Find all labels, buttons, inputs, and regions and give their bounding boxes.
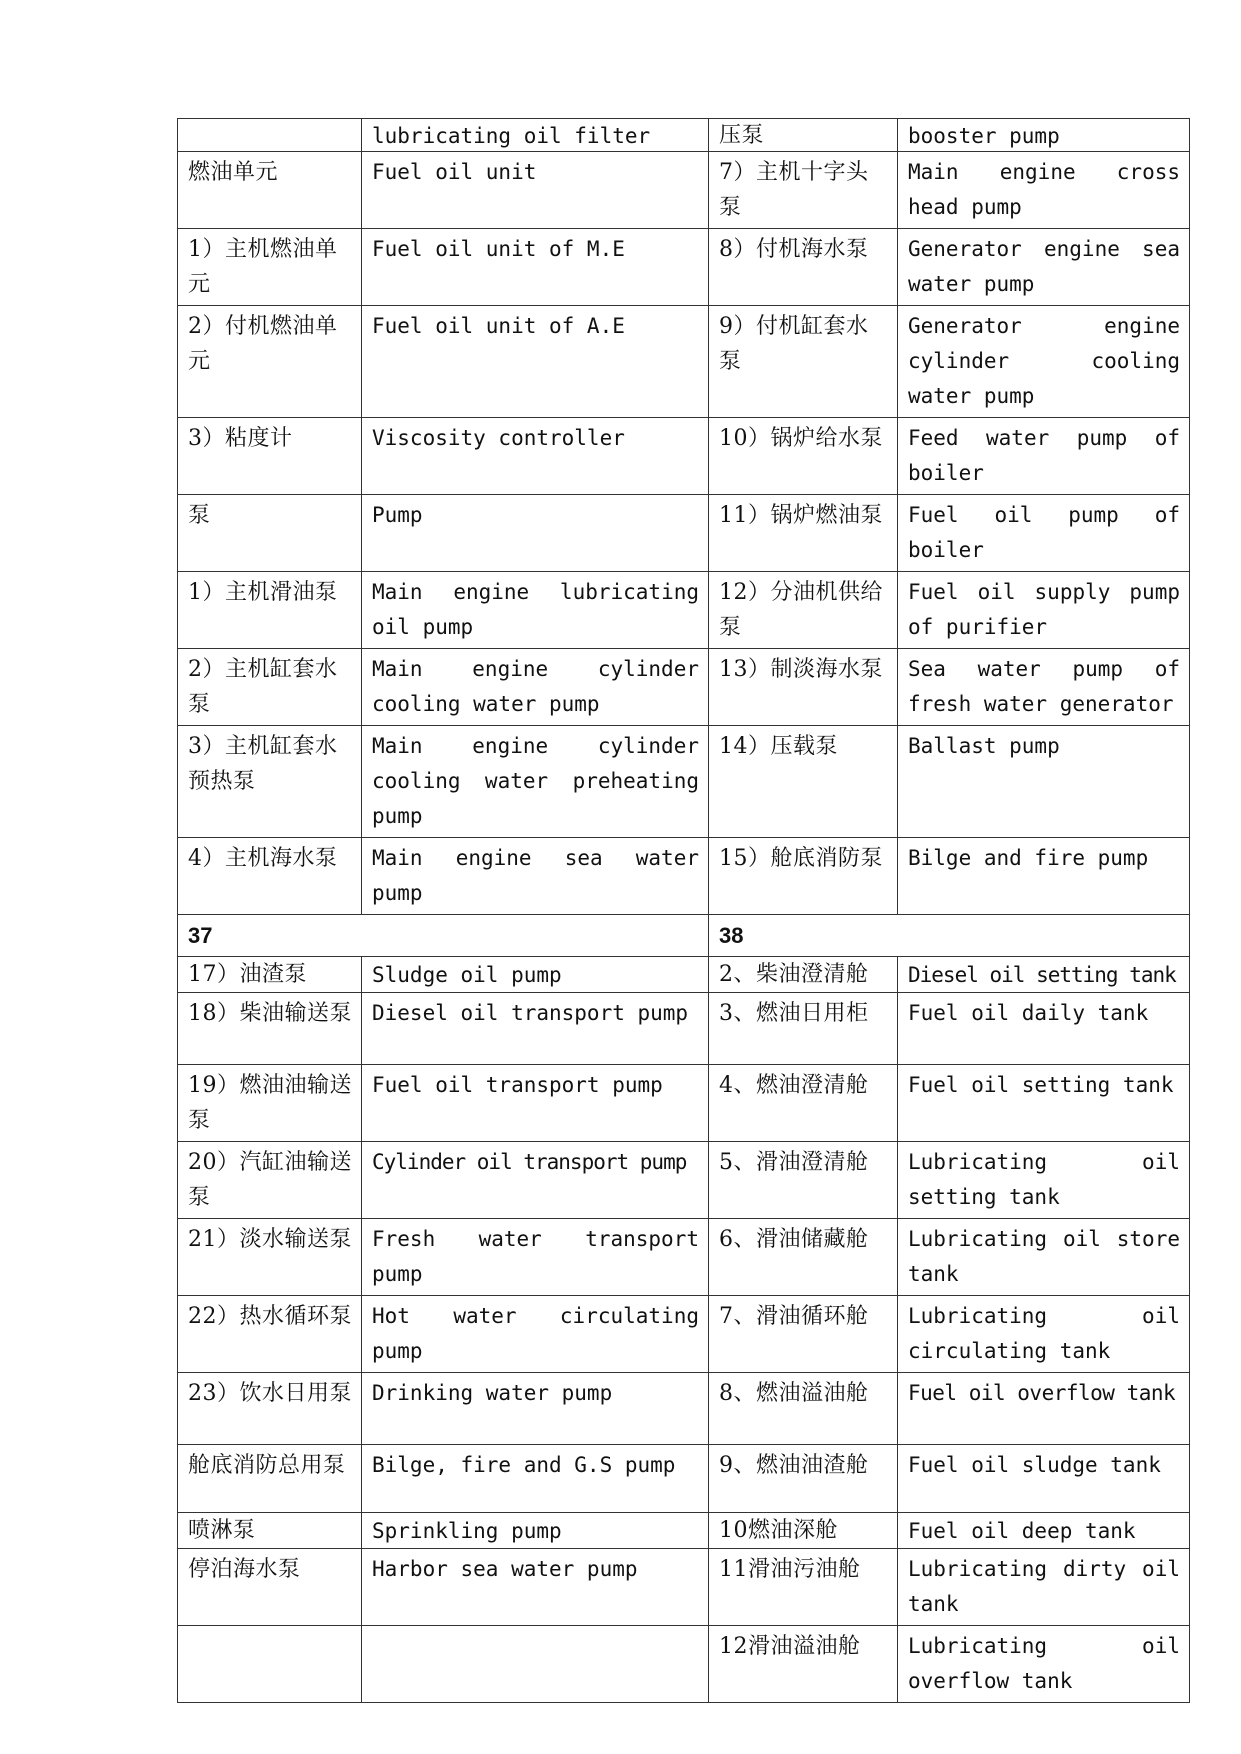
term-chinese: [178, 1626, 362, 1703]
term-english: Main engine cylinder cooling water preheating pump: [362, 726, 709, 838]
term-chinese: 3）主机缸套水预热泵: [178, 726, 362, 838]
term-english: Sludge oil pump: [362, 957, 709, 993]
term-english: Feed water pump of boiler: [898, 418, 1190, 495]
table-row: [178, 1445, 1190, 1513]
term-chinese: 21）淡水输送泵: [178, 1219, 362, 1296]
page-number-row: [178, 915, 1190, 957]
term-english: Fuel oil sludge tank: [898, 1445, 1190, 1513]
term-chinese: 9、燃油油渣舱: [709, 1445, 898, 1513]
table-row: [178, 1549, 1190, 1626]
table-row: [178, 838, 1190, 915]
term-chinese: 8、燃油溢油舱: [709, 1373, 898, 1445]
glossary-table: [177, 118, 1190, 1703]
glossary-bottom-section: [178, 957, 1190, 1703]
term-english: Pump: [362, 495, 709, 572]
term-english: Harbor sea water pump: [362, 1549, 709, 1626]
term-english: Bilge, fire and G.S pump: [362, 1445, 709, 1513]
table-row: [178, 495, 1190, 572]
term-chinese: 1）主机滑油泵: [178, 572, 362, 649]
term-english: Fuel oil overflow tank: [898, 1373, 1190, 1445]
term-english: Diesel oil transport pump: [362, 993, 709, 1065]
term-english: Sprinkling pump: [362, 1513, 709, 1549]
term-english: Fuel oil unit of M.E: [362, 229, 709, 306]
term-chinese: 12滑油溢油舱: [709, 1626, 898, 1703]
term-english: Fuel oil unit of A.E: [362, 306, 709, 418]
term-chinese: 泵: [178, 495, 362, 572]
term-english: Main engine sea water pump: [362, 838, 709, 915]
table-row: [178, 957, 1190, 993]
term-chinese: 15）舱底消防泵: [709, 838, 898, 915]
page-number-left: 37: [178, 915, 709, 957]
term-english: Fuel oil transport pump: [362, 1065, 709, 1142]
term-chinese: 8）付机海水泵: [709, 229, 898, 306]
term-english: Bilge and fire pump: [898, 838, 1190, 915]
term-chinese: 舱底消防总用泵: [178, 1445, 362, 1513]
table-row: [178, 418, 1190, 495]
term-english: Generator engine cylinder cooling water pump: [898, 306, 1190, 418]
term-english: Lubricating oil circulating tank: [898, 1296, 1190, 1373]
term-english: Lubricating oil overflow tank: [898, 1626, 1190, 1703]
term-english: Fuel oil deep tank: [898, 1513, 1190, 1549]
term-chinese: 10燃油深舱: [709, 1513, 898, 1549]
term-chinese: 10）锅炉给水泵: [709, 418, 898, 495]
table-row: [178, 152, 1190, 229]
term-chinese: 11）锅炉燃油泵: [709, 495, 898, 572]
term-english: booster pump: [898, 119, 1190, 152]
table-row: [178, 572, 1190, 649]
term-english: Lubricating oil store tank: [898, 1219, 1190, 1296]
term-chinese: 19）燃油油输送泵: [178, 1065, 362, 1142]
table-row: [178, 649, 1190, 726]
term-chinese: 7）主机十字头泵: [709, 152, 898, 229]
term-chinese: 13）制淡海水泵: [709, 649, 898, 726]
term-chinese: 3）粘度计: [178, 418, 362, 495]
term-chinese: 7、滑油循环舱: [709, 1296, 898, 1373]
table-row: [178, 1626, 1190, 1703]
term-english: Generator engine sea water pump: [898, 229, 1190, 306]
term-chinese: 22）热水循环泵: [178, 1296, 362, 1373]
term-english: Fuel oil unit: [362, 152, 709, 229]
term-chinese: 4）主机海水泵: [178, 838, 362, 915]
term-chinese: 11滑油污油舱: [709, 1549, 898, 1626]
term-chinese: 9）付机缸套水泵: [709, 306, 898, 418]
term-english: lubricating oil filter: [362, 119, 709, 152]
term-english: [362, 1626, 709, 1703]
table-row: [178, 119, 1190, 152]
term-english: Fuel oil supply pump of purifier: [898, 572, 1190, 649]
table-row: [178, 1373, 1190, 1445]
term-english: Fuel oil daily tank: [898, 993, 1190, 1065]
term-english: Fuel oil pump of boiler: [898, 495, 1190, 572]
term-chinese: 14）压载泵: [709, 726, 898, 838]
term-chinese: 2）付机燃油单元: [178, 306, 362, 418]
table-row: [178, 726, 1190, 838]
page-number-right: 38: [709, 915, 1190, 957]
term-chinese: 2、柴油澄清舱: [709, 957, 898, 993]
term-english: Main engine cross head pump: [898, 152, 1190, 229]
term-chinese: 停泊海水泵: [178, 1549, 362, 1626]
term-chinese: 喷淋泵: [178, 1513, 362, 1549]
table-row: [178, 993, 1190, 1065]
term-chinese: 18）柴油输送泵: [178, 993, 362, 1065]
term-chinese: 12）分油机供给泵: [709, 572, 898, 649]
term-chinese: 20）汽缸油输送泵: [178, 1142, 362, 1219]
term-english: Hot water circulating pump: [362, 1296, 709, 1373]
glossary-top-section: [178, 119, 1190, 957]
term-english: Cylinder oil transport pump: [362, 1142, 709, 1219]
term-chinese: 3、燃油日用柜: [709, 993, 898, 1065]
term-chinese: 23）饮水日用泵: [178, 1373, 362, 1445]
term-english: Drinking water pump: [362, 1373, 709, 1445]
table-row: [178, 1219, 1190, 1296]
term-english: Diesel oil setting tank: [898, 957, 1190, 993]
term-chinese: 4、燃油澄清舱: [709, 1065, 898, 1142]
term-english: Fresh water transport pump: [362, 1219, 709, 1296]
table-row: [178, 229, 1190, 306]
term-english: Fuel oil setting tank: [898, 1065, 1190, 1142]
term-chinese: 17）油渣泵: [178, 957, 362, 993]
table-row: [178, 1065, 1190, 1142]
table-row: [178, 306, 1190, 418]
term-chinese: 2）主机缸套水泵: [178, 649, 362, 726]
term-chinese: 燃油单元: [178, 152, 362, 229]
term-english: Sea water pump of fresh water generator: [898, 649, 1190, 726]
term-chinese: [178, 119, 362, 152]
term-english: Viscosity controller: [362, 418, 709, 495]
term-chinese: 压泵: [709, 119, 898, 152]
term-english: Lubricating oil setting tank: [898, 1142, 1190, 1219]
table-row: [178, 1513, 1190, 1549]
table-row: [178, 1296, 1190, 1373]
table-row: [178, 1142, 1190, 1219]
term-chinese: 6、滑油储藏舱: [709, 1219, 898, 1296]
term-chinese: 5、滑油澄清舱: [709, 1142, 898, 1219]
term-chinese: 1）主机燃油单元: [178, 229, 362, 306]
term-english: Main engine lubricating oil pump: [362, 572, 709, 649]
term-english: Lubricating dirty oil tank: [898, 1549, 1190, 1626]
term-english: Main engine cylinder cooling water pump: [362, 649, 709, 726]
term-english: Ballast pump: [898, 726, 1190, 838]
